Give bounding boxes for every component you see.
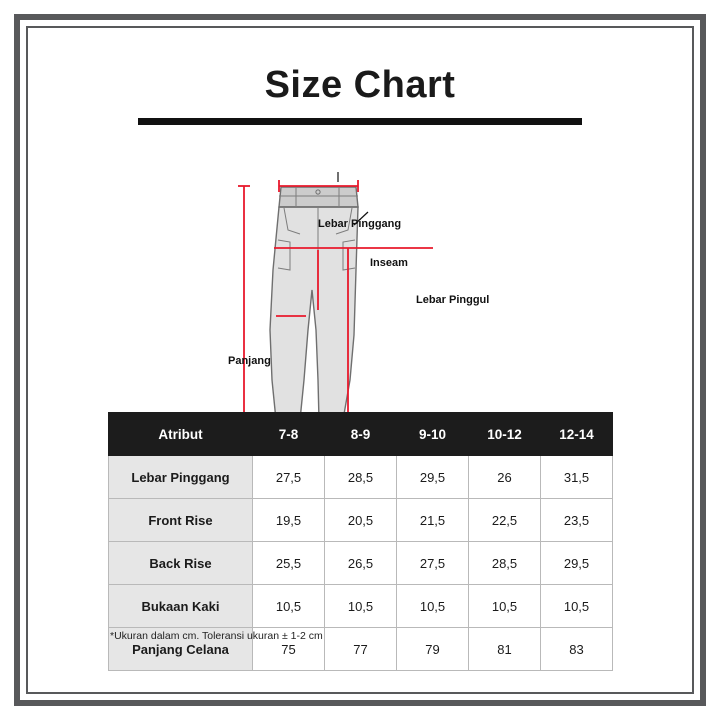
cell-value: 27,5	[397, 542, 469, 585]
column-header-size-5: 12-14	[541, 413, 613, 456]
cell-value: 75	[253, 628, 325, 671]
title-underline	[138, 118, 582, 125]
cell-value: 10,5	[397, 585, 469, 628]
row-attribute: Lebar Pinggang	[109, 456, 253, 499]
cell-value: 20,5	[325, 499, 397, 542]
table-row	[109, 585, 613, 628]
cell-value: 23,5	[541, 499, 613, 542]
cell-value: 29,5	[541, 542, 613, 585]
row-attribute: Back Rise	[109, 542, 253, 585]
cell-value: 83	[541, 628, 613, 671]
cell-value: 19,5	[253, 499, 325, 542]
cell-value: 28,5	[469, 542, 541, 585]
row-attribute: Front Rise	[109, 499, 253, 542]
label-lebar-pinggang: Lebar Pinggang	[318, 218, 402, 230]
column-header-size-3: 9-10	[397, 413, 469, 456]
cell-value: 26,5	[325, 542, 397, 585]
row-attribute: Panjang Celana	[109, 628, 253, 671]
table-header-row	[109, 413, 613, 456]
table-row	[109, 542, 613, 585]
cell-value: 26	[469, 456, 541, 499]
trousers-illustration	[38, 130, 682, 410]
cell-value: 10,5	[469, 585, 541, 628]
cell-value: 29,5	[397, 456, 469, 499]
cell-value: 81	[469, 628, 541, 671]
footnote: *Ukuran dalam cm. Toleransi ukuran ± 1-2 cm	[110, 630, 323, 642]
page-title: Size Chart	[264, 64, 456, 106]
cell-value: 31,5	[541, 456, 613, 499]
cell-value: 22,5	[469, 499, 541, 542]
label-inseam: Inseam	[370, 257, 408, 269]
chart-content	[38, 38, 682, 682]
cell-value: 10,5	[253, 585, 325, 628]
column-header-size-1: 7-8	[253, 413, 325, 456]
table-row	[109, 499, 613, 542]
label-lebar-pinggul: Lebar Pinggul	[416, 294, 490, 306]
row-attribute: Bukaan Kaki	[109, 585, 253, 628]
cell-value: 77	[325, 628, 397, 671]
cell-value: 25,5	[253, 542, 325, 585]
cell-value: 28,5	[325, 456, 397, 499]
cell-value: 10,5	[541, 585, 613, 628]
table-row	[109, 456, 613, 499]
column-header-size-2: 8-9	[325, 413, 397, 456]
cell-value: 27,5	[253, 456, 325, 499]
label-panjang: Panjang	[228, 355, 271, 367]
cell-value: 21,5	[397, 499, 469, 542]
trousers-drawing	[38, 130, 682, 420]
cell-value: 10,5	[325, 585, 397, 628]
column-header-attribute: Atribut	[109, 413, 253, 456]
cell-value: 79	[397, 628, 469, 671]
column-header-size-4: 10-12	[469, 413, 541, 456]
